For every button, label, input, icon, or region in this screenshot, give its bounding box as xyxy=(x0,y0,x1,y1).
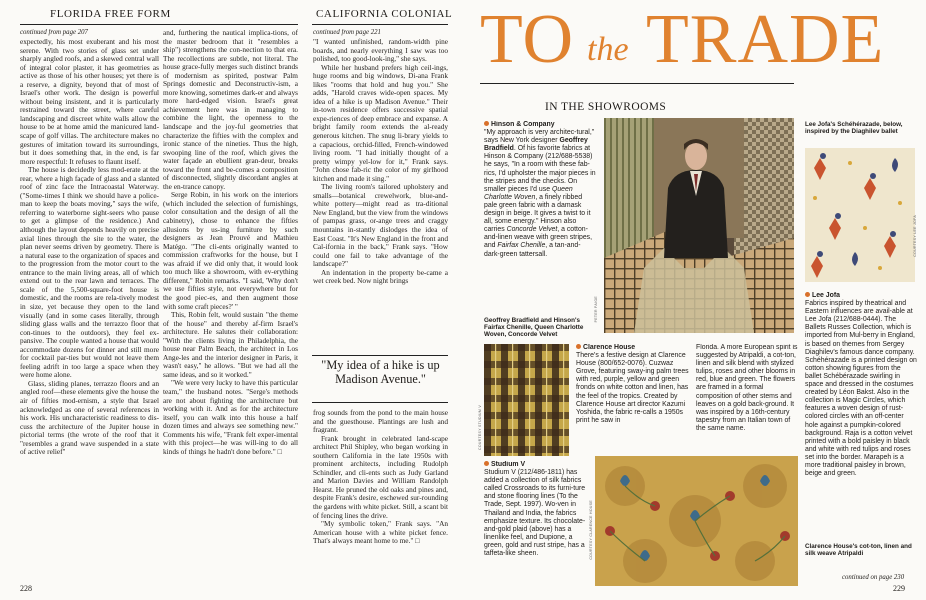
photo-illustration xyxy=(604,118,794,333)
entry-text: . Of his favorite fabrics at Hinson & Company (212/688-5538) he says, "In a room with these fab-rics, I'd upholster the major pieces in the stripes and the checks. On smaller pieces I'd use xyxy=(484,145,596,193)
hinson-entry xyxy=(484,121,596,316)
title-the: the xyxy=(587,31,629,68)
paragraph: The house is decidedly less mod-erate at the rear, where a high façade of glass and a slanted roof of zinc face the Intracoastal Waterway. ("Some-times I think we should have a police-man to keep the boats moving," says the wife, referring to waterborne sight-seers who pause to get a glimpse of the residence.) And although the layout depends heavily on precise axial lines through the site to the water, the plan never seems driven by geometry. There is a natural ease to the organization of spaces and to the progression from the motor court to the entrance to the main living areas, all of which extend out to the rear lawn and terraces. The scale of the 5,500-square-foot house is domestic, and the rooms are rela-tively modest in size, yet because they open to the land visually (and in some cases literally, through sliding glass walls and the terrazzo floor that con-tinues to the outdoors), they feel ex-pansive. The couple wanted a house that would accommodate dozens for dinner and still more for cocktail par-ties but would not leave them feeling adrift in too large a space when they were home alone. xyxy=(20,165,159,380)
continued-note: continued from page 221 xyxy=(313,29,381,36)
title-rule xyxy=(480,83,794,84)
pull-quote: "My idea of a hike is up Madison Avenue." xyxy=(321,358,440,386)
paragraph: expectedly, his most exuberant and his most serene. With two stories of glass set under sharply angled roofs, and a skewed central wall of integral color plaster, it has geometries as active as those of his other houses; yet there is a reserve, a dignity, beyond that of most of Israel's other work. The design is powerful without being insistent, and it is particularly restrained toward the street, where careful landscaping and discreet white walls allow the house to be at home amid the manicured land-scape of golf villas. The architecture makes no gestures of imitation toward its surroundings, but it does something that, in the end, is far more respectful: It refuses to flaunt itself. xyxy=(20,37,159,166)
plaid-pattern xyxy=(484,344,569,456)
photo-credit: COURTESY STUDIUM V xyxy=(478,405,482,450)
entry-heading: Lee Jofa xyxy=(812,292,840,299)
entry-heading: Hinson & Company xyxy=(491,121,555,128)
scheherazade-pattern xyxy=(805,148,915,282)
paragraph: An indentation in the property be-came a wet creek bed. Now night brings xyxy=(313,267,448,286)
lee-jofa-entry xyxy=(805,292,917,504)
title-to: TO xyxy=(480,1,575,78)
lee-jofa-caption: Lee Jofa's Schéhérazade, below, inspired by the Diaghilev ballet xyxy=(805,121,903,136)
designer-name: Geoffrey Bradfield xyxy=(484,137,588,153)
pull-quote-rule xyxy=(312,355,448,356)
entry-heading: Studium V xyxy=(491,461,526,468)
paragraph: Glass, sliding planes, terrazzo floors and an angled roof—these elements give the house the air of fifties mod-ernism, a style that Israel acknowledged as one of several references in his work. His uncharacteristic readiness to dis-cuss the architecture of the Jupiter house in pictorial terms (the wrote of the roof that it "resembles a grand wave suspended in a state of active relief" xyxy=(20,378,159,457)
atripaldi-swatch xyxy=(595,456,798,586)
page-number-left: 228 xyxy=(20,584,32,593)
clarence-entry xyxy=(576,344,692,452)
bullet-icon xyxy=(805,292,810,297)
section-rule xyxy=(20,24,298,25)
paragraph: and, furthering the nautical implica-tions, of the master bedroom that it "resembles a ship") strengthens the con-nection to that era. The recollections are subtle, not literal. The house grace-fully merges such distinct brands of modernism as spirited, postwar Palm Springs domestic and Deconstructiv-ism, a more knowing, sometimes dark-er and always more hard-edged vision. Israel's great achievement here was in managing to combine the light, the openness to the landscape and the joy-ful geometries that characterize the fifties with the complex and ironic stance of the nineties. Thus the high, swooping line of the roof, which gives the water façade an ebullient gran-deur, breaks toward the front and be-comes a composition of disconnected, slightly discordant angles at the en-trance canopy. xyxy=(163,29,298,191)
pull-quote-rule xyxy=(312,402,448,403)
plaid-swatch xyxy=(484,344,569,456)
entry-text: Florida. A more European spirit is suggested by Atripaldi, a cot-ton, linen and silk blend with stylized tulips, roses and other blooms in red, blue and green. The flowers are framed in a formal composition of other stems and leaves on a gold back-ground. It was inspired by a 16th-century tapestry from an Italian town of the same name. xyxy=(696,344,798,432)
title-trade: TRADE xyxy=(646,1,885,78)
section-title-florida: FLORIDA FREE FORM xyxy=(50,8,171,20)
article-column-3-bottom xyxy=(313,409,448,585)
entry-text: There's a festive design at Clarence House (800/652-0076). Cuzwaz Grove, featuring sway-ing palm trees with red, purple, yellow and green fronds on white cotton and linen, has the feel of the tropics. Created by Clarence House art director Kazumi Yoshida, the fabric re-calls a 1950s print he saw in xyxy=(576,352,689,424)
paragraph: The living room's tailored upholstery and smalls—botanical crewelwork, blue-and-white pottery—might read as tra-ditional New England, but the view from the windows of pampas grass, or-ange trees and craggy mountains in-stantly dislodges the idea of East Coast. "It's New England in the front and Cal-ifornia in the back," Frank says. "How could one fail to take advantage of the landscape?" xyxy=(313,182,448,269)
bullet-icon xyxy=(576,344,581,349)
paragraph: This, Robin felt, would sustain "the theme of the house" and thereby af-firm Israel's architecture. He salutes their collaboration: "With the clients living in Philadelphia, the house near Palm Beach, the architect in Los Ange-les and the interior designer in Paris, it wasn't easy," he allows. "But we had all the same ideas, and so it worked." xyxy=(163,310,298,379)
paragraph: "I wanted unfinished, random-width pine boards, and nearly everything I saw was too polished, too good-look-ing," she says. xyxy=(313,37,448,64)
continued-on: continued on page 230 xyxy=(842,574,905,581)
section-rule xyxy=(312,24,448,25)
entry-text: Fabrics inspired by theatrical and Eastern influences are avail-able at Lee Jofa (212/688-0444). The Ballets Russes Collection, which is imported from Mul-berry in England, is based on themes from Sergey Diaghilev's famous dance company. Schéhérazade is a printed design on cotton showing figures from the ballet Schébérazade swirling in space and dressed in the costumes created by Léon Bakst. Also in the collection is Magic Circles, which features a woven design of rust-colored circles with an off-center hole against a pumpkin-colored background. Raja is a cotton velvet printed with a bold paisley in black and white with red tulips and roses set into the border. Marapeh is a more traditional paisley in brown, beige and green. xyxy=(805,300,917,478)
entry-text: "My approach is very architec-tural," says New York designer xyxy=(484,129,595,145)
fabric-name: Fairfax Chenille xyxy=(497,242,546,250)
entry-text: , a cotton-and-linen weave with green stripes, and xyxy=(484,226,593,250)
paragraph: While her husband prefers high ceil-ings, huge rooms and big windows, Di-ana Frank likes "rooms that hold and hug you." She adds, "Harold craves wide-open spaces. My idea of a hike is up Madison Avenue." Their in-town residence offers successive spatial expe-riences of deep embrace and expanse. A bright family room extends the al-ready generous kitchen. The snug li-brary yields to a capacious, orchid-filled, French-windowed living room. "I had initially thought of a pretty wimpy yel-low for it," Frank says. "John chose fab-ric the color of my girlhood kitchen and made it sing." xyxy=(313,62,448,183)
atripaldi-pattern xyxy=(595,456,798,586)
bullet-icon xyxy=(484,121,489,126)
showroom-photo xyxy=(604,118,794,333)
article-column-2 xyxy=(163,29,298,585)
entry-text: Studium V (212/486-1811) has added a collection of silk fabrics called Crossroads to its furni-ture and stone flooring lines (To the Trade, Sept. 1997). Wo-ven in Thailand and India, the fabrics emphasize texture. Its chocolate-and-gold plaid (above) has a linenlike feel, and Dupione, a green, gold and rust stripe, has a taffeta-like sheen. xyxy=(484,469,586,558)
entry-text: , a tan-and-dark-green tattersall. xyxy=(484,242,581,258)
fabric-name: Queen Charlotte Woven xyxy=(484,185,573,201)
fabric-name: Concorde Velvet xyxy=(506,226,558,234)
photo-credit: PETER PAIGE xyxy=(594,296,598,323)
paragraph: Serge Robin, in his work on the interiors (which included the selection of furnishings, color consultation and the design of all the cabinetry), chose to enhance the fifties allusions by us-ing furniture by such designers as Jean Prouvé and Mathieu Matégo. "The cli-ents originally wanted to commission craftworks for the house, but I was afraid if we did only that, it would look too much like a showroom, with ev-erything different," Robin remarks. "I said, 'Why don't we use fifties style, not everywhere but for the good piec-es, and then augment those with some craft pieces?' " xyxy=(163,190,298,311)
paragraph: "My symbolic token," Frank says. "An American house with a white picket fence. That's always meant home to me." □ xyxy=(313,519,448,546)
lee-jofa-swatch xyxy=(805,148,915,282)
studium-entry xyxy=(484,461,587,587)
entry-heading: Clarence House xyxy=(583,344,636,351)
continued-note: continued from page 207 xyxy=(20,29,88,36)
bullet-icon xyxy=(484,461,489,466)
paragraph: Frank brought in celebrated land-scape architect Phil Shipley, who began working in southern California in the late 1950s with prominent architects, including Rudolph Schindler, and cli-ents such as Judy Garland and Marion Davies and William Randolph Hearst. He pruned the old oaks and pines and, despite Frank's desire, eschewed sur-rounding the gardens with white picket. Still, a scant bit of fencing lines the drive. xyxy=(313,433,448,520)
clarence-entry-continued xyxy=(696,344,798,452)
page-number-right: 229 xyxy=(893,584,905,593)
photo-credit: COURTESY LEE JOFA xyxy=(913,215,917,257)
entry-text: , a finely ribbed pale green fabric with a damask design in beige. It gives a twist to it all, some energy." Hinson also carries xyxy=(484,193,591,234)
article-column-3-top xyxy=(313,29,448,301)
paragraph: frog sounds from the pond to the main house and the guesthouse. Plantings are lush and fragrant. xyxy=(313,409,448,435)
subtitle: IN THE SHOWROOMS xyxy=(545,101,667,113)
photo-caption: Geoffrey Bradfield and Hinson's Fairfax Chenille, Queen Charlotte Woven, Concorde Velvet xyxy=(484,317,584,339)
section-title-california: CALIFORNIA COLONIAL xyxy=(316,8,453,20)
department-title xyxy=(480,1,920,78)
article-column-1 xyxy=(20,29,159,585)
paragraph: "We were very lucky to have this particular team," the husband notes. "Serge's methods are not about fighting the architecture but working with it. And as for the architecture itself, you can walk into this house a half dozen times and always see something new." Comments his wife, "Frank felt exper-imental with this project—he was will-ing to do all kinds of things he hadn't done before." □ xyxy=(163,378,298,456)
clarence-caption: Clarence House's cot-ton, linen and silk weave Atripaldi xyxy=(805,543,912,558)
photo-credit: COURTESY CLARENCE HOUSE xyxy=(589,500,593,560)
